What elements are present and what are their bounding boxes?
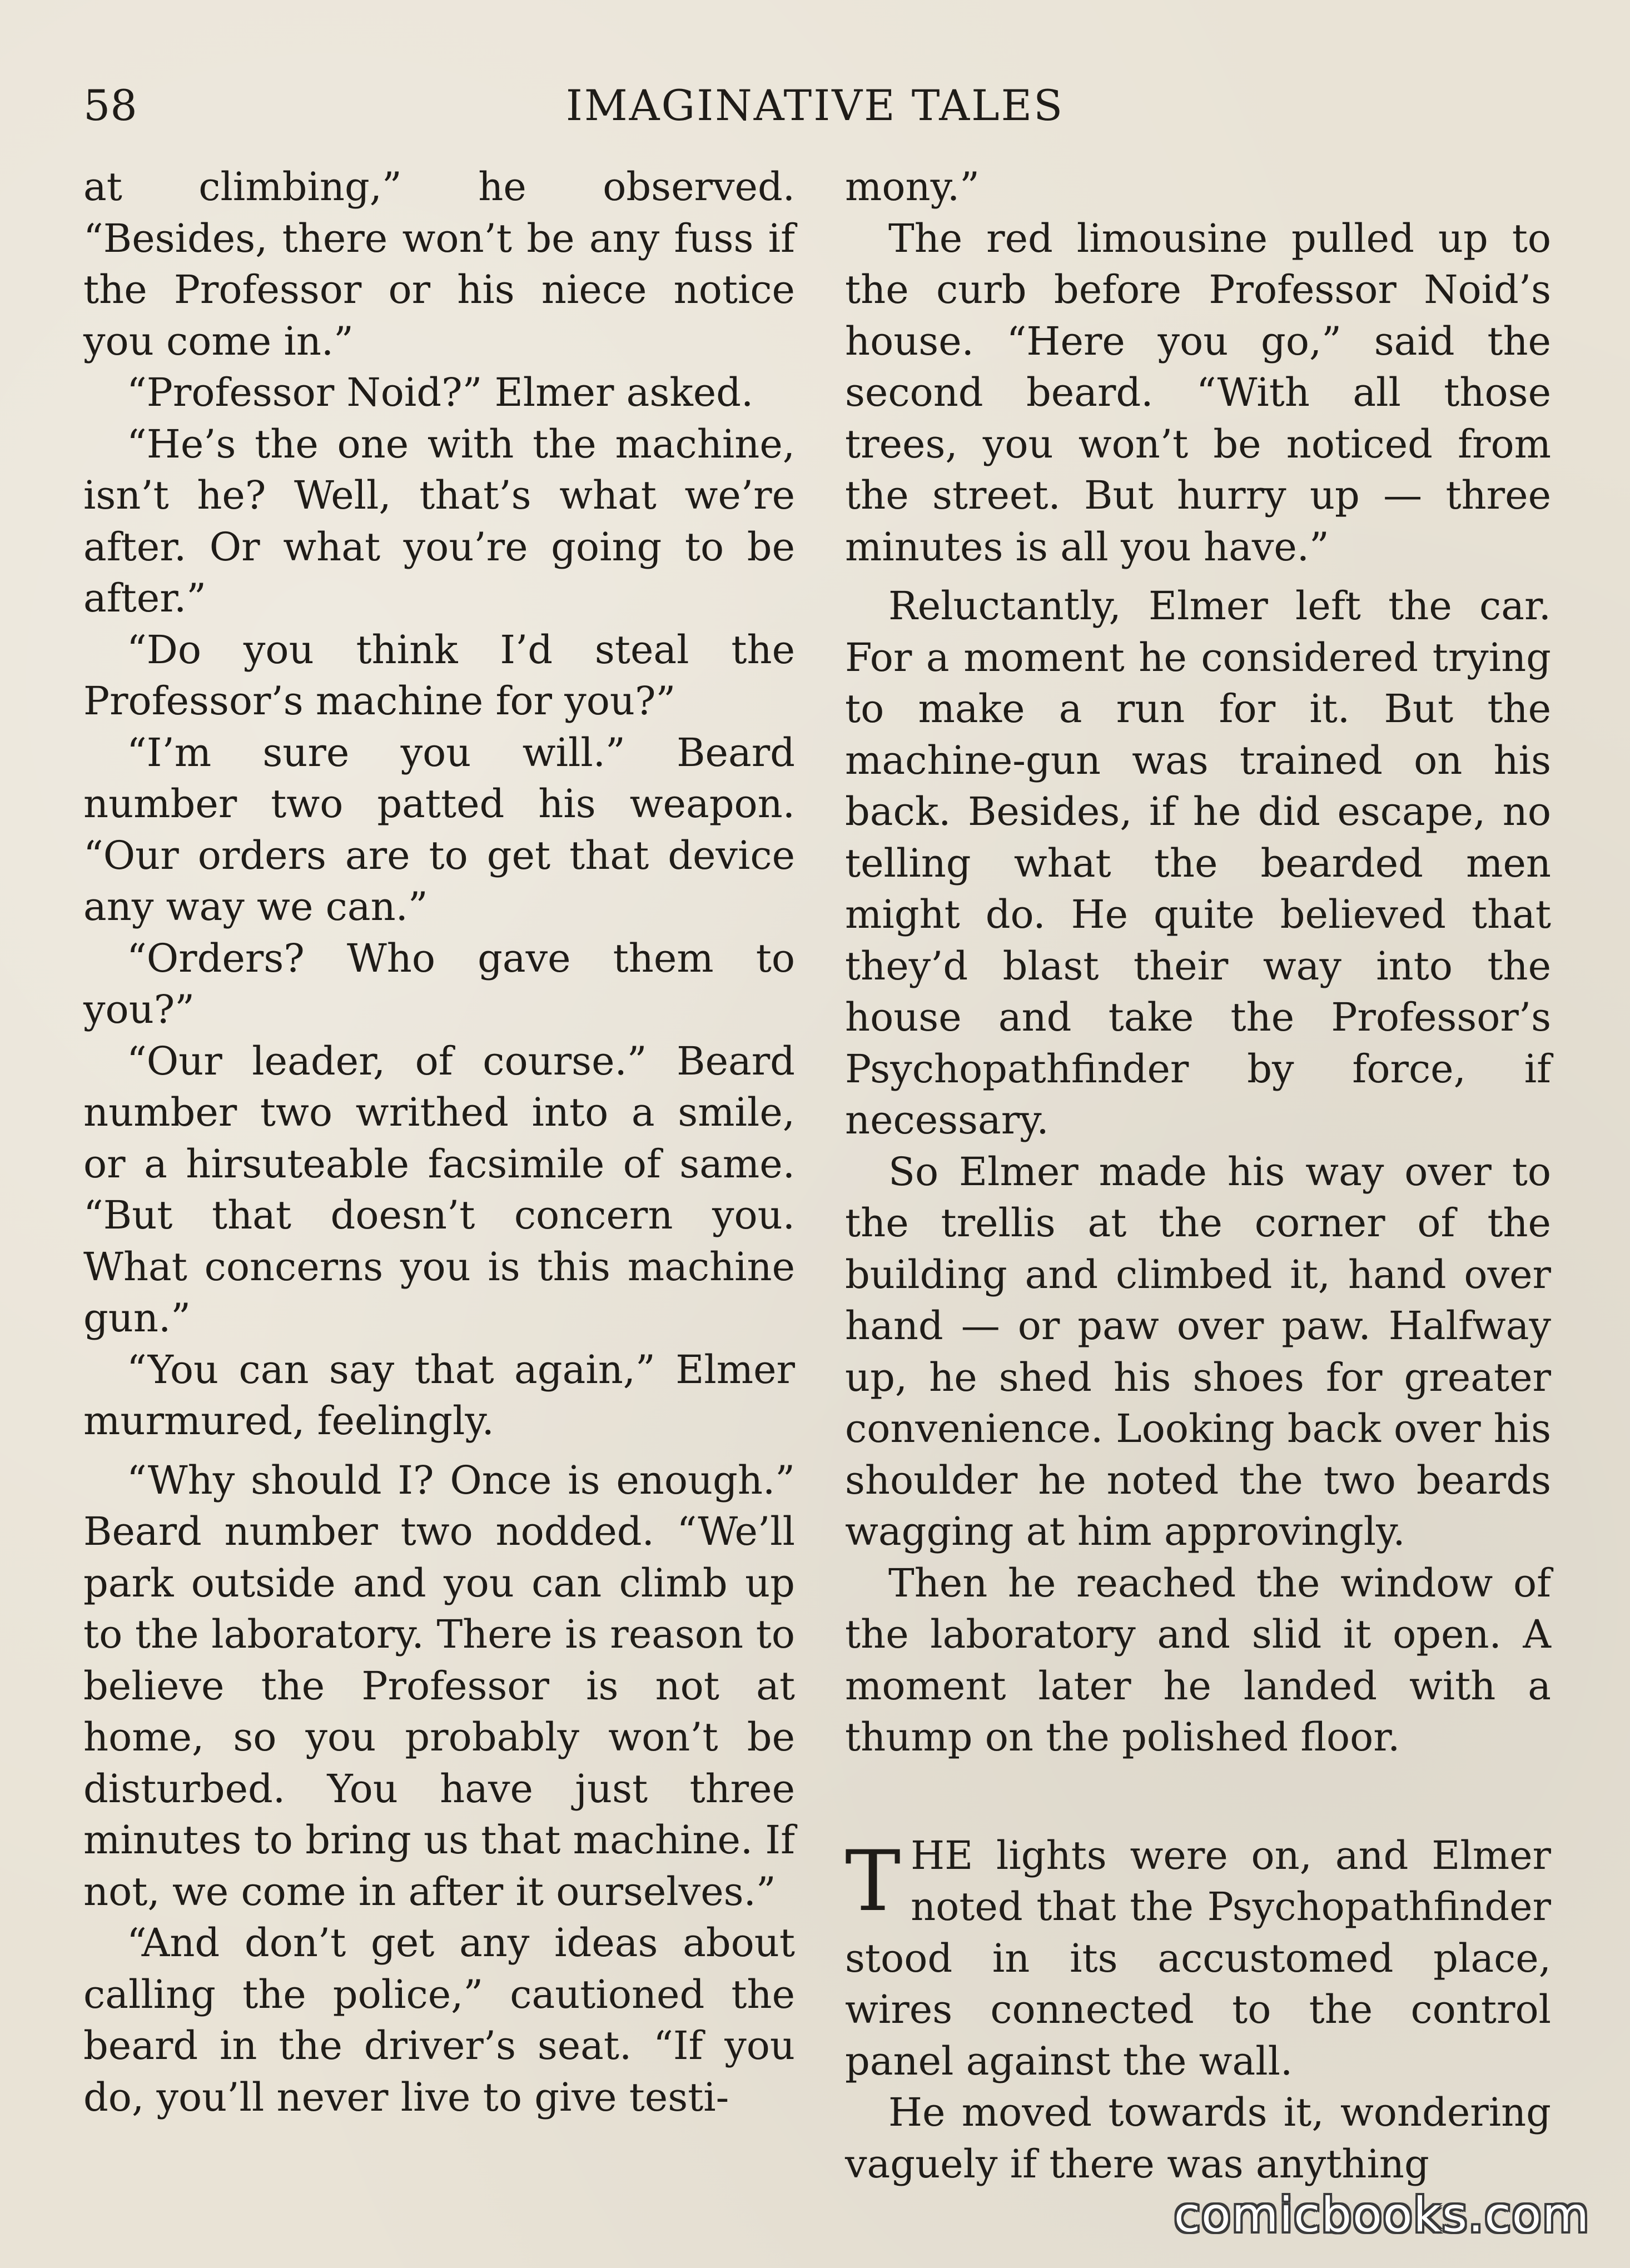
- paragraph: “Do you think I’d steal the Professor’s machine for you?”: [83, 626, 795, 724]
- section-opening-paragraph: [845, 1830, 1551, 2087]
- paragraph: “And don’t get any ideas about calling the police,” cautioned the beard in the driver’s seat. “If you do, you’ll never live to give testi-: [83, 1920, 795, 2120]
- page-number: 58: [83, 81, 137, 130]
- paragraph: “Professor Noid?” Elmer asked.: [127, 370, 754, 415]
- watermark: comicbooks.com: [1174, 2187, 1590, 2243]
- drop-cap: T: [845, 1833, 901, 1930]
- left-column: [83, 161, 795, 2123]
- paragraph: Then he reached the window of the laboratory and slid it open. A moment later he landed with a thump on the polished floor.: [845, 1560, 1551, 1760]
- paragraph: “Orders? Who gave them to you?”: [83, 935, 795, 1032]
- paragraph: “Our leader, of course.” Beard number two writhed into a smile, or a hirsuteable facsimile of same. “But that doesn’t concern you. What concerns you is this machine gun.”: [83, 1038, 795, 1341]
- paragraph: “Why should I? Once is enough.” Beard number two nodded. “We’ll park outside and you can climb up to the laboratory. There is reason to believe the Professor is not at home, so you probably won’t be disturbed. You have just three minutes to bring us that machine. If not, we come in after it ourselves.”: [83, 1457, 795, 1914]
- paragraph: Reluctantly, Elmer left the car. For a moment he considered trying to make a run for it. But the machine-gun was trained on his back. Besides, if he did escape, no telling what the bearded men might do. He quite believed that they’d blast their way into the house and take the Professor’s Psychopathfinder by force, if necessary.: [845, 583, 1551, 1143]
- page-header: [83, 78, 1547, 133]
- paragraph: He moved towards it, wondering vaguely if there was anything: [845, 2090, 1551, 2187]
- paragraph: mony.”: [845, 164, 980, 210]
- paragraph: “I’m sure you will.” Beard number two patted his weapon. “Our orders are to get that device any way we can.”: [83, 729, 795, 929]
- paragraph: So Elmer made his way over to the trellis at the corner of the building and climbed it, hand over hand — or paw over paw. Halfway up, he shed his shoes for greater convenience. Looking back over his shoulder he noted the two beards wagging at him approvingly.: [845, 1148, 1551, 1554]
- paragraph: “You can say that again,” Elmer murmured, feelingly.: [83, 1346, 795, 1444]
- paragraph: “He’s the one with the machine, isn’t he? Well, that’s what we’re after. Or what you’re going to be after.”: [83, 421, 795, 621]
- running-title: IMAGINATIVE TALES: [565, 81, 1065, 130]
- section-opening-text: HE lights were on, and Elmer noted that the Psychopathfinder stood in its accustomed place, wires connected to the control panel against the wall.: [845, 1832, 1551, 2084]
- paragraph: The red limousine pulled up to the curb before Professor Noid’s house. “Here you go,” said the second beard. “With all those trees, you won’t be noticed from the street. But hurry up — three minutes is all you have.”: [845, 215, 1551, 570]
- paragraph: at climbing,” he observed. “Besides, there won’t be any fuss if the Professor or his niece notice you come in.”: [83, 164, 795, 364]
- right-column: [845, 161, 1551, 2190]
